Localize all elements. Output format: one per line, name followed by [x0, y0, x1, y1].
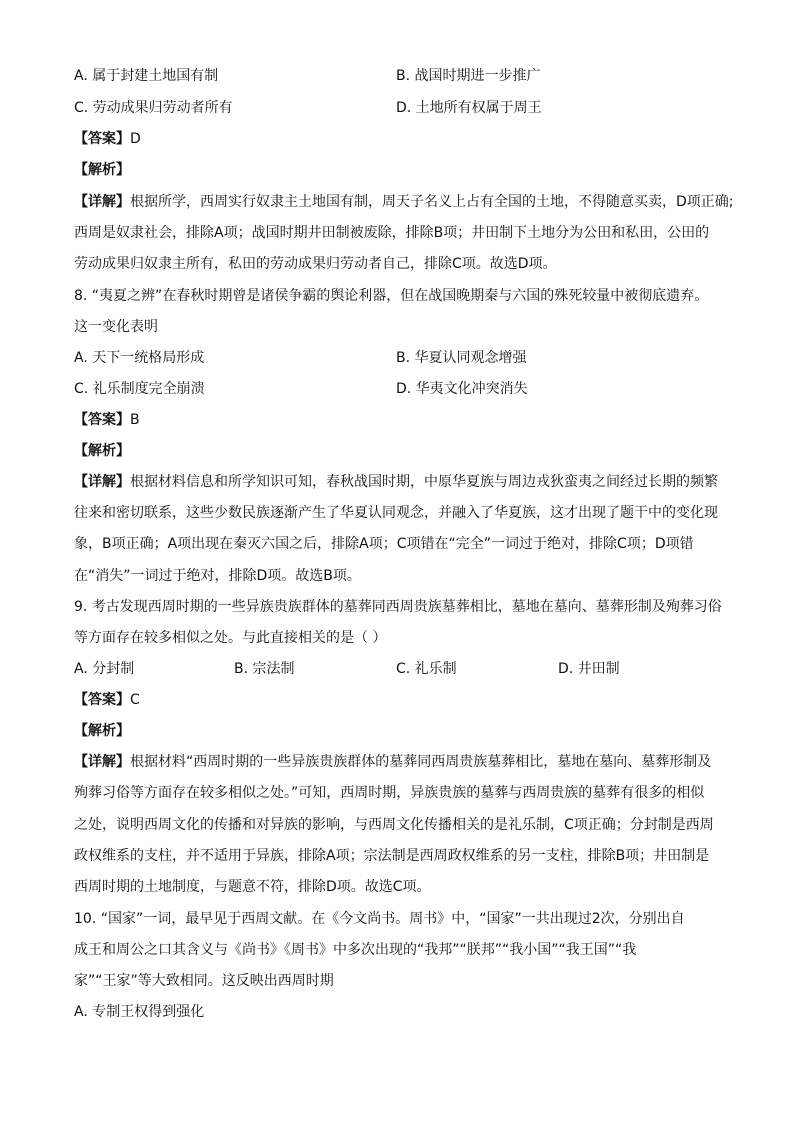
q7-analysis-label: 【解析】 — [74, 162, 130, 178]
q8-option-b: B. 华夏认同观念增强 — [396, 350, 527, 366]
detail-label: 【详解】 — [74, 194, 130, 210]
q8-answer — [74, 410, 140, 430]
answer-value: B — [130, 412, 140, 428]
detail-label: 【详解】 — [74, 474, 130, 490]
detail-label: 【详解】 — [74, 754, 130, 770]
answer-label: 【答案】 — [74, 412, 130, 428]
answer-value: C — [130, 692, 140, 708]
q9-detail-line-1 — [74, 752, 711, 772]
q8-option-c: C. 礼乐制度完全崩溃 — [74, 381, 205, 397]
q7-option-a: A. 属于封建土地国有制 — [74, 68, 219, 84]
q8-analysis-label: 【解析】 — [74, 443, 130, 459]
q7-option-c: C. 劳动成果归劳动者所有 — [74, 100, 233, 116]
q7-detail-line-2: 西周是奴隶社会，排除A项；战国时期井田制被废除，排除B项；井田制下土地分为公田和私田，公田的 — [74, 225, 710, 241]
q8-detail-line-4: 在“消失”一词过于绝对，排除D项。故选B项。 — [74, 568, 361, 584]
q9-detail-line-4: 政权维系的支柱，并不适用于异族，排除A项；宗法制是西周政权维系的另一支柱，排除B项；井田制是 — [74, 848, 710, 864]
q7-option-d: D. 土地所有权属于周王 — [396, 100, 542, 116]
q9-detail-line-2: 殉葬习俗等方面存在较多相似之处。”可知，西周时期，异族贵族的墓葬与西周贵族的墓葬有很多的相似 — [74, 785, 705, 801]
detail-text: 根据材料“西周时期的一些异族贵族群体的墓葬同西周贵族墓葬相比，墓地在墓向、墓葬形制及 — [130, 754, 712, 770]
detail-text: 根据材料信息和所学知识可知，春秋战国时期，中原华夏族与周边戎狄蛮夷之间经过长期的频繁 — [130, 474, 718, 490]
q9-stem-line-2: 等方面存在较多相似之处。与此直接相关的是（ ） — [74, 630, 387, 646]
q7-detail-line-1 — [74, 192, 734, 212]
q9-option-b: B. 宗法制 — [234, 661, 295, 677]
q9-option-c: C. 礼乐制 — [396, 661, 457, 677]
q9-detail-line-3: 之处，说明西周文化的传播和对异族的影响，与西周文化传播相关的是礼乐制，C项正确；分封制是西周 — [74, 817, 714, 833]
q8-stem-line-2: 这一变化表明 — [74, 319, 158, 335]
answer-label: 【答案】 — [74, 692, 130, 708]
q7-detail-line-3: 劳动成果归奴隶主所有，私田的劳动成果归劳动者自己，排除C项。故选D项。 — [74, 256, 557, 272]
q9-analysis-label: 【解析】 — [74, 723, 130, 739]
q7-answer — [74, 129, 141, 149]
q9-answer — [74, 690, 140, 710]
q8-option-d: D. 华夷文化冲突消失 — [396, 381, 528, 397]
detail-text: 根据所学，西周实行奴隶主土地国有制，周天子名义上占有全国的土地，不得随意买卖，D项正确; — [130, 194, 734, 210]
answer-value: D — [130, 131, 141, 147]
q8-option-a: A. 天下一统格局形成 — [74, 350, 205, 366]
q9-option-a: A. 分封制 — [74, 661, 135, 677]
q8-detail-line-1 — [74, 472, 718, 492]
q9-option-d: D. 井田制 — [558, 661, 620, 677]
q10-stem-line-1: 10. “国家”一词，最早见于西周文献。在《今文尚书。周书》中，“国家”一共出现过2次，分别出自 — [74, 911, 685, 927]
q8-detail-line-2: 往来和密切联系，这些少数民族逐渐产生了华夏认同观念，并融入了华夏族，这才出现了题干中的变化现 — [74, 505, 718, 521]
answer-label: 【答案】 — [74, 131, 130, 147]
q10-stem-line-3: 家”“王家”等大致相同。这反映出西周时期 — [74, 973, 334, 989]
q9-stem-line-1: 9. 考古发现西周时期的一些异族贵族群体的墓葬同西周贵族墓葬相比，墓地在墓向、墓葬形制及殉葬习俗 — [74, 599, 722, 615]
q8-stem-line-1: 8. “夷夏之辨”在春秋时期曾是诸侯争霸的舆论利器，但在战国晚期秦与六国的殊死较量中被彻底遗弃。 — [74, 288, 709, 304]
q10-stem-line-2: 成王和周公之口其含义与《尚书》《周书》中多次出现的“我邦”“朕邦”“我小国”“我王国”“我 — [74, 942, 637, 958]
q8-detail-line-3: 象，B项正确；A项出现在秦灭六国之后，排除A项；C项错在“完全”一词过于绝对，排除C项；D项错 — [74, 536, 694, 552]
q7-option-b: B. 战国时期进一步推广 — [396, 68, 541, 84]
q10-option-a: A. 专制王权得到强化 — [74, 1004, 205, 1020]
q9-detail-line-5: 西周时期的土地制度，与题意不符，排除D项。故选C项。 — [74, 879, 431, 895]
